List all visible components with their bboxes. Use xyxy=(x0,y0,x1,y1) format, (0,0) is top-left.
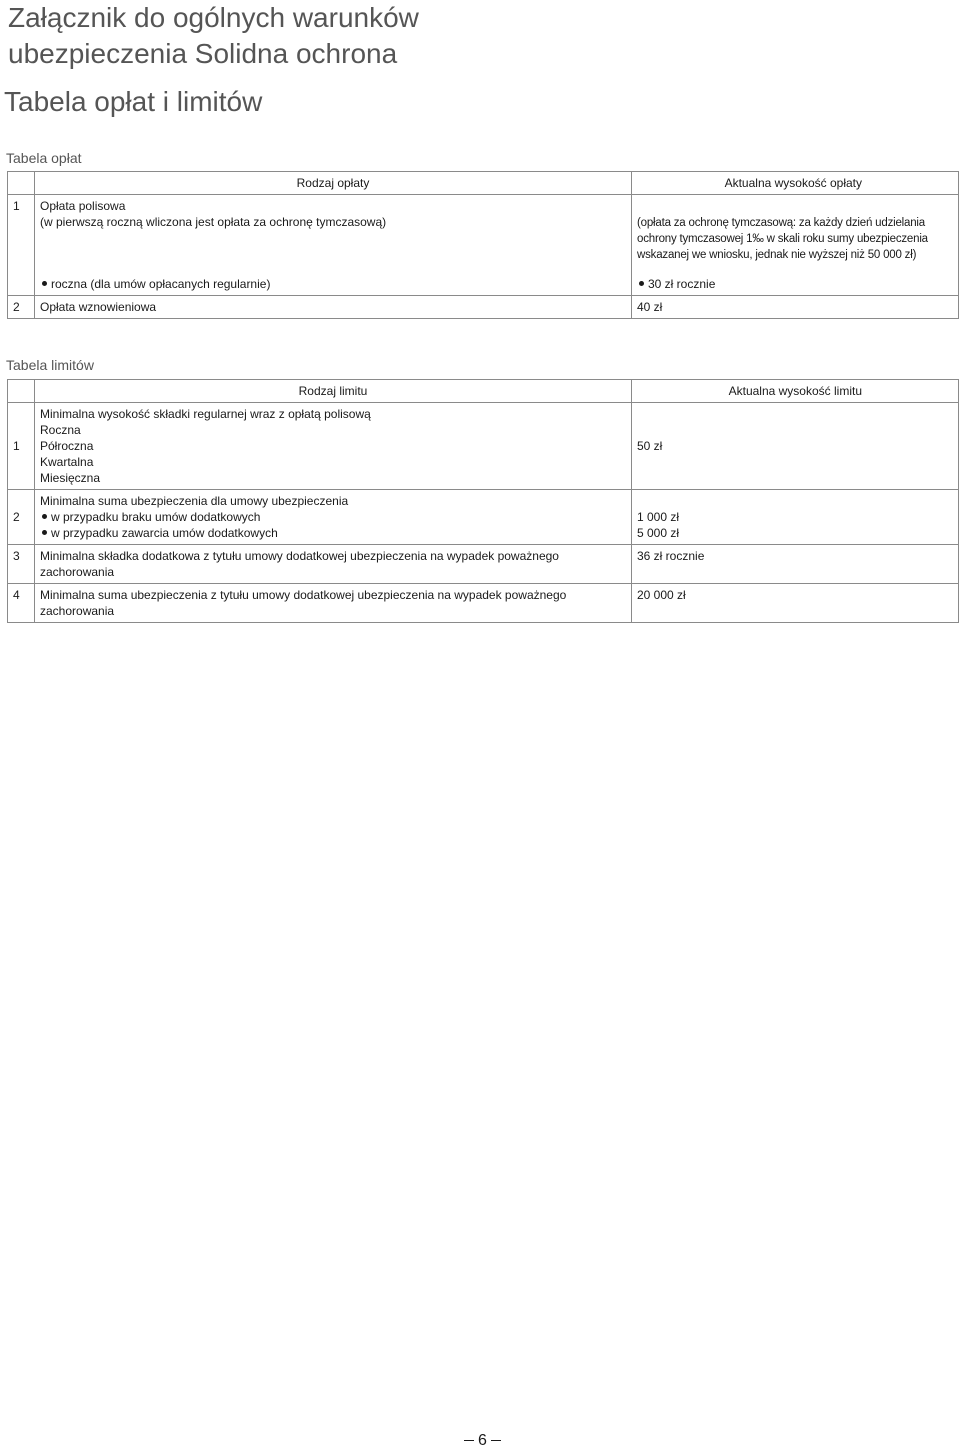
fee-value-note: (opłata za ochronę tymczasową: za każdy dzień udzielania ochrony tymczasowej 1‰ w skali roku sumy ubezpieczenia wskazanej we wniosku, jednak nie wyższej niż 50 000 zł) xyxy=(632,195,959,274)
table-row xyxy=(8,296,959,319)
limits-table xyxy=(7,379,959,623)
limit-value: 36 zł rocznie xyxy=(632,545,959,584)
document-subtitle: Tabela opłat i limitów xyxy=(4,86,263,117)
limit-value: 20 000 zł xyxy=(632,584,959,623)
table-row xyxy=(8,273,959,296)
bullet-icon xyxy=(42,514,47,519)
page-number-value: 6 xyxy=(478,1432,487,1449)
dash-decoration xyxy=(464,1440,474,1441)
row-number: 1 xyxy=(8,195,35,274)
row-number: 4 xyxy=(8,584,35,623)
fees-table xyxy=(7,171,959,319)
dash-decoration xyxy=(491,1440,501,1441)
limit-name: Minimalna suma ubezpieczenia dla umowy ubezpieczenia xyxy=(40,494,349,508)
limit-name: Minimalna wysokość składki regularnej wraz z opłatą polisową xyxy=(40,407,371,421)
limits-header-row xyxy=(8,380,959,403)
limit-value: 50 zł xyxy=(632,403,959,490)
fee-sub-value-cell xyxy=(632,273,959,296)
limit-name-cell xyxy=(35,403,632,490)
fee-detail: (w pierwszą roczną wliczona jest opłata za ochronę tymczasową) xyxy=(40,215,387,229)
fee-sub-cell xyxy=(35,273,632,296)
limits-col-type: Rodzaj limitu xyxy=(35,380,632,403)
fees-col-value: Aktualna wysokość opłaty xyxy=(632,172,959,195)
limit-value: 5 000 zł xyxy=(637,526,680,540)
limit-item: Kwartalna xyxy=(40,455,94,469)
page-number xyxy=(460,1432,505,1450)
limit-value-cell xyxy=(632,490,959,545)
table-row xyxy=(8,403,959,490)
limit-item: Półroczna xyxy=(40,439,94,453)
limit-item: Miesięczna xyxy=(40,471,101,485)
table-row xyxy=(8,490,959,545)
document-title-line2: ubezpieczenia Solidna ochrona xyxy=(8,38,398,69)
table-row xyxy=(8,584,959,623)
fees-col-type: Rodzaj opłaty xyxy=(35,172,632,195)
bullet-icon xyxy=(639,281,644,286)
limit-value: 1 000 zł xyxy=(637,510,680,524)
limit-item: Roczna xyxy=(40,423,81,437)
fee-name: Opłata wznowieniowa xyxy=(35,296,632,319)
bullet-icon xyxy=(42,530,47,535)
limits-col-value: Aktualna wysokość limitu xyxy=(632,380,959,403)
fees-header-row xyxy=(8,172,959,195)
fee-sub-label: roczna (dla umów opłacanych regularnie) xyxy=(51,277,271,291)
limit-name: Minimalna suma ubezpieczenia z tytułu umowy dodatkowej ubezpieczenia na wypadek poważnego zachorowania xyxy=(35,584,632,623)
table-row xyxy=(8,545,959,584)
limits-section-label: Tabela limitów xyxy=(6,357,94,373)
fee-sub-value: 30 zł rocznie xyxy=(648,277,716,291)
fee-value: 40 zł xyxy=(632,296,959,319)
document-title xyxy=(8,0,419,72)
limit-name-cell xyxy=(35,490,632,545)
row-number: 2 xyxy=(8,490,35,545)
bullet-icon xyxy=(42,281,47,286)
limit-name: Minimalna składka dodatkowa z tytułu umowy dodatkowej ubezpieczenia na wypadek poważnego zachorowania xyxy=(35,545,632,584)
limit-bullet: w przypadku zawarcia umów dodatkowych xyxy=(51,526,278,540)
limit-bullet: w przypadku braku umów dodatkowych xyxy=(51,510,261,524)
table-row xyxy=(8,195,959,274)
document-title-line1: Załącznik do ogólnych warunków xyxy=(8,2,419,33)
row-number: 1 xyxy=(8,403,35,490)
fee-name-cell xyxy=(35,195,632,274)
row-number: 3 xyxy=(8,545,35,584)
fee-name: Opłata polisowa xyxy=(40,199,126,213)
fees-section-label: Tabela opłat xyxy=(6,150,82,166)
row-number: 2 xyxy=(8,296,35,319)
